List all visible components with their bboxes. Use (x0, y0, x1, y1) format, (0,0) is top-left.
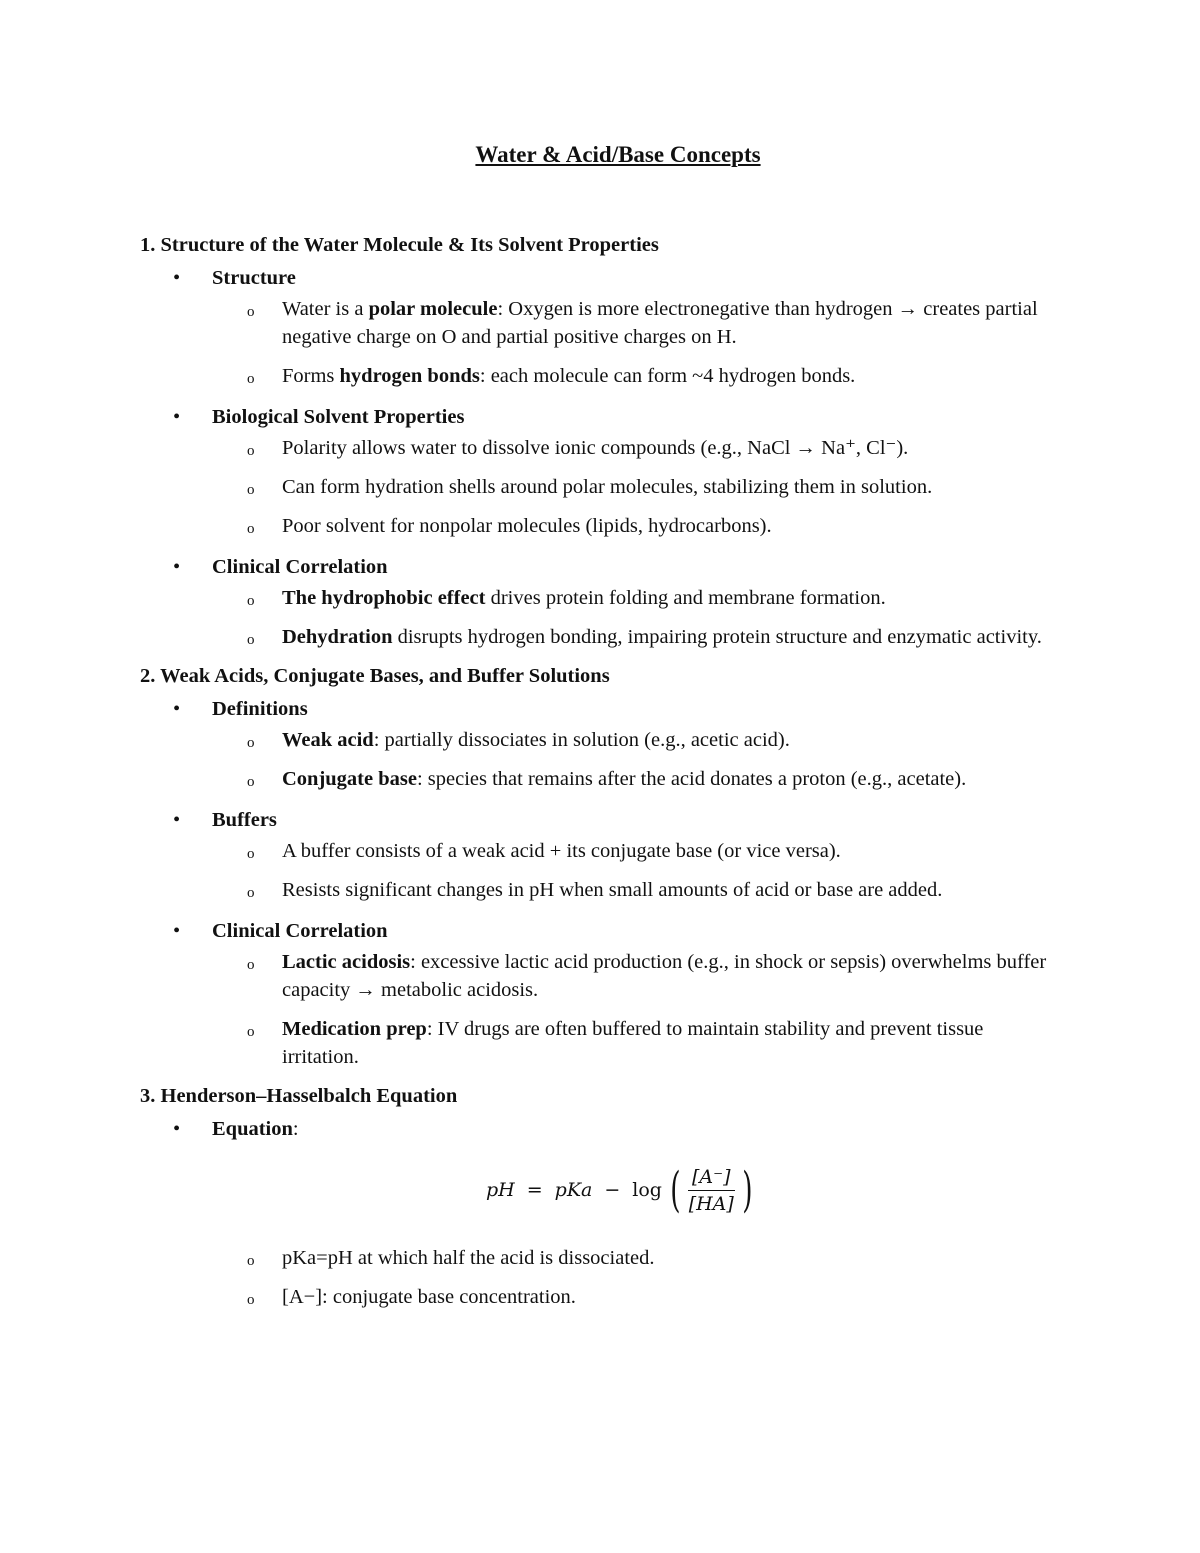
left-paren: ( (670, 1162, 681, 1218)
list-item: o Weak acid: partially dissociates in solution (e.g., acetic acid). (140, 726, 1060, 754)
list-item: o Poor solvent for nonpolar molecules (lipids, hydrocarbons). (140, 512, 1060, 540)
list-item: o Resists significant changes in pH when small amounts of acid or base are added. (140, 876, 1060, 904)
list-item: o A buffer consists of a weak acid + its conjugate base (or vice versa). (140, 837, 1060, 865)
list-item: o The hydrophobic effect drives protein folding and membrane formation. (140, 584, 1060, 612)
list-item: o Dehydration disrupts hydrogen bonding, impairing protein structure and enzymatic activity. (140, 623, 1060, 651)
list-item: o Can form hydration shells around polar molecules, stabilizing them in solution. (140, 473, 1060, 501)
page-title: Water & Acid/Base Concepts (475, 142, 761, 167)
bullet-biological-solvent-properties: • Biological Solvent Properties (140, 401, 1060, 434)
equation-fraction (685, 1166, 738, 1215)
list-item: o Polarity allows water to dissolve ionic compounds (e.g., NaCl → Na⁺, Cl⁻). (140, 434, 1060, 462)
equation-denominator: [HA] (688, 1192, 734, 1215)
list-item: o [A−]: conjugate base concentration. (140, 1283, 1060, 1311)
document-body (140, 224, 1060, 1322)
bullet-clinical-correlation: • Clinical Correlation (140, 551, 1060, 584)
equation-numerator: [A⁻] (688, 1166, 735, 1191)
equation-lhs: pH (486, 1179, 515, 1201)
bullet-buffers: • Buffers (140, 804, 1060, 837)
list-item: o Forms hydrogen bonds: each molecule can form ~4 hydrogen bonds. (140, 362, 1060, 390)
bullet-equation: • Equation: (140, 1113, 1060, 1146)
list-item: o Conjugate base: species that remains after the acid donates a proton (e.g., acetate). (140, 765, 1060, 793)
equation-equals: = (526, 1179, 543, 1201)
section-heading-2: 2. Weak Acids, Conjugate Bases, and Buffer Solutions (140, 665, 610, 687)
right-paren: ) (742, 1162, 753, 1218)
bullet-definitions: • Definitions (140, 693, 1060, 726)
equation-pka: pKa (554, 1179, 593, 1201)
list-item: o Medication prep: IV drugs are often buffered to maintain stability and prevent tissue irritation. (140, 1015, 1060, 1071)
list-item: o Water is a polar molecule: Oxygen is more electronegative than hydrogen → creates partial negative charge on O and partial positive charges on H. (140, 295, 1060, 351)
section-heading-3: 3. Henderson–Hasselbalch Equation (140, 1085, 458, 1107)
section-heading-1: 1. Structure of the Water Molecule & Its Solvent Properties (140, 234, 659, 256)
list-item: o pKa=pH at which half the acid is dissociated. (140, 1244, 1060, 1272)
equation-log: log (632, 1179, 662, 1201)
bullet-clinical-correlation: • Clinical Correlation (140, 915, 1060, 948)
equation-operator: − (604, 1179, 621, 1201)
list-item: o Lactic acidosis: excessive lactic acid production (e.g., in shock or sepsis) overwhelms buffer capacity → metabolic acidosis. (140, 948, 1060, 1004)
henderson-hasselbalch-equation (486, 1160, 1060, 1220)
bullet-structure: • Structure (140, 262, 1060, 295)
